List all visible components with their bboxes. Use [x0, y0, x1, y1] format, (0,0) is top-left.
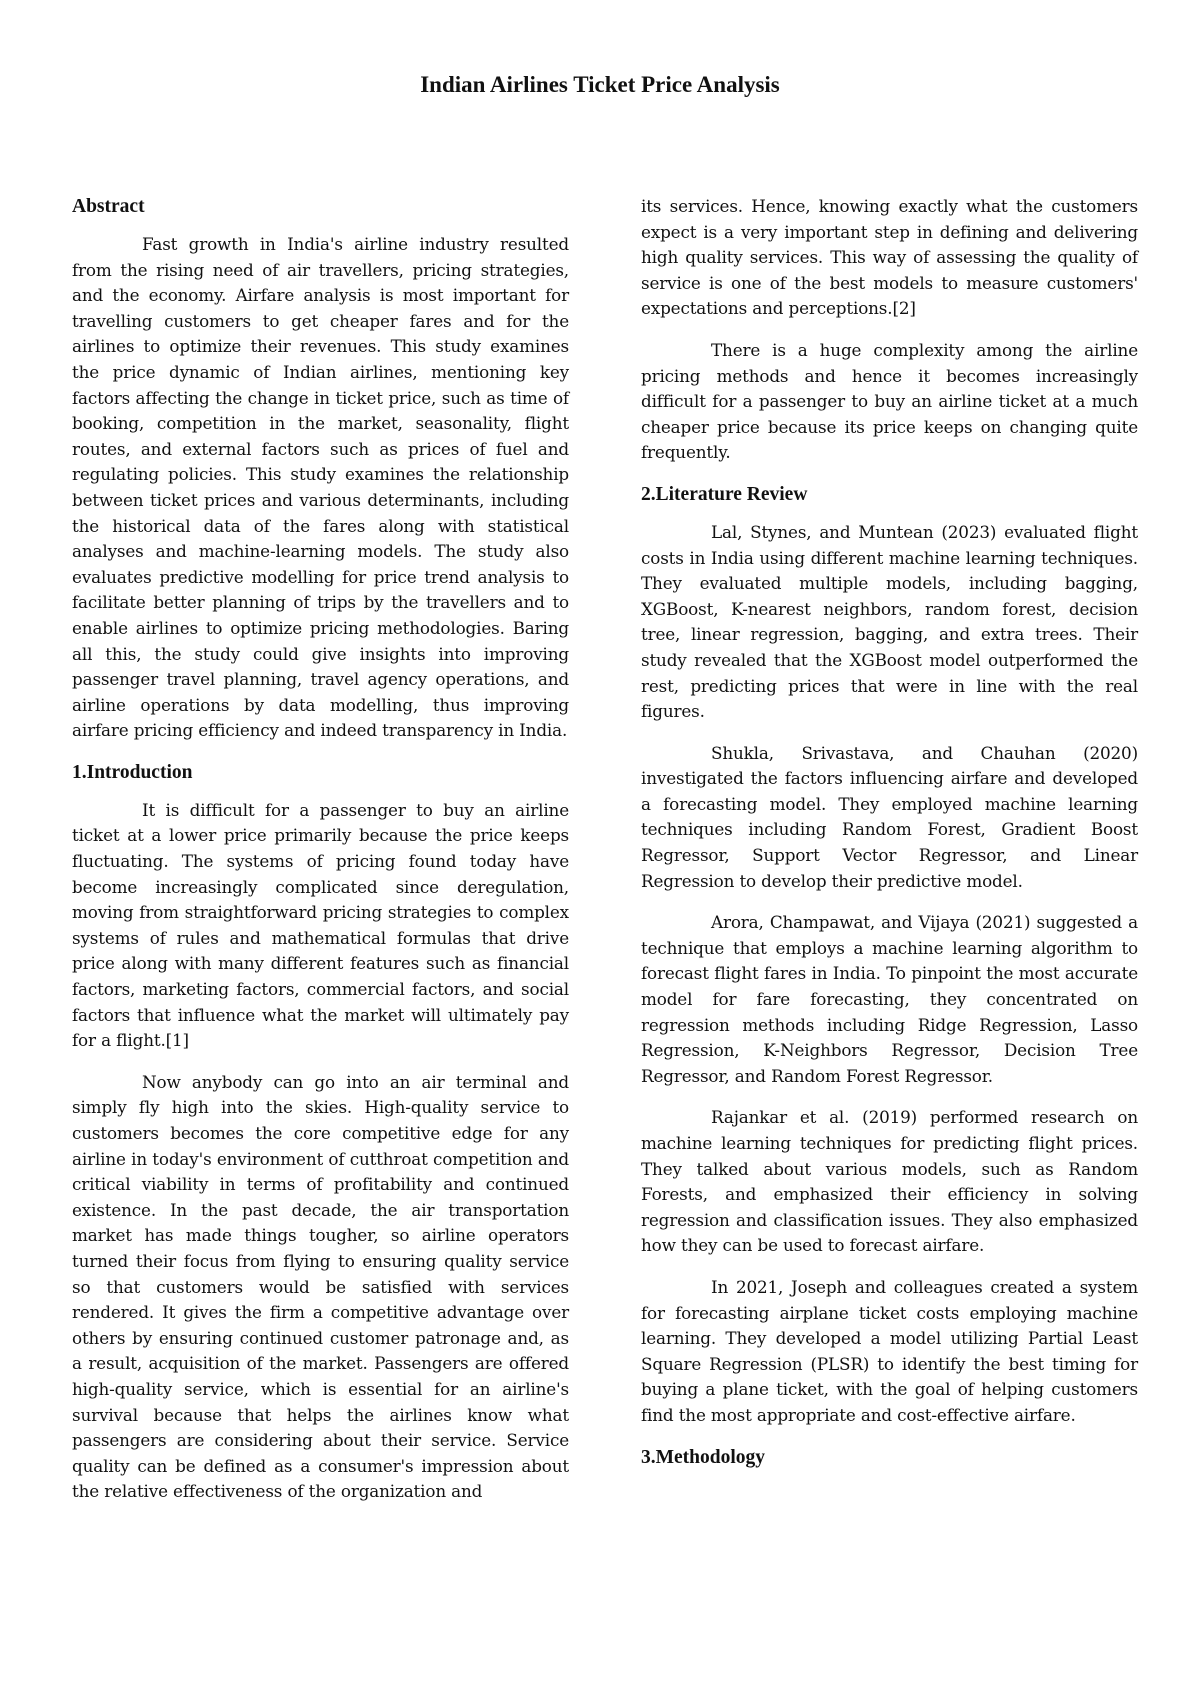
- literature-paragraph-4: Rajankar et al. (2019) performed research on machine learning techniques for predicting flight prices. They talked about various models, such as Random Forests, and emphasized their efficiency in solving regression and classification issues. They also emphasized how they can be used to forecast airfare.: [641, 1107, 1138, 1256]
- page-title: Indian Airlines Ticket Price Analysis: [420, 72, 780, 97]
- introduction-paragraph-1: It is difficult for a passenger to buy an airline ticket at a lower price primarily because the price keeps fluctuating. The systems of pricing found today have become increasingly complicated since deregulation, moving from straightforward pricing strategies to complex systems of rules and mathematical formulas that drive price along with many different features such as financial factors, marketing factors, commercial factors, and social factors that influence what the market will ultimately pay for a flight.[1]: [72, 799, 569, 1051]
- right-column: [641, 194, 1138, 1483]
- literature-paragraph-3: Arora, Champawat, and Vijaya (2021) suggested a technique that employs a machine learning algorithm to forecast flight fares in India. To pinpoint the most accurate model for fare forecasting, they concentrated on regression methods including Ridge Regression, Lasso Regression, K-Neighbors Regressor, Decision Tree Regressor, and Random Forest Regressor.: [641, 912, 1138, 1086]
- left-column: [72, 194, 569, 1521]
- literature-paragraph-1: Lal, Stynes, and Muntean (2023) evaluated flight costs in India using different machine learning techniques. They evaluated multiple models, including bagging, XGBoost, K-nearest neighbors, random forest, decision tree, linear regression, bagging, and extra trees. Their study revealed that the XGBoost model outperformed the rest, predicting prices that were in line with the real figures.: [641, 521, 1138, 722]
- abstract-paragraph: Fast growth in India's airline industry resulted from the rising need of air travellers, pricing strategies, and the economy. Airfare analysis is most important for travelling customers to get cheaper fares and for the airlines to optimize their revenues. This study examines the price dynamic of Indian airlines, mentioning key factors affecting the change in ticket price, such as time of booking, competition in the market, seasonality, flight routes, and external factors such as prices of fuel and regulating policies. This study examines the relationship between ticket prices and various determinants, including the historical data of the fares along with statistical analyses and machine-learning models. The study also evaluates predictive modelling for price trend analysis to facilitate better planning of trips by the travellers and to enable airlines to optimize pricing methodologies. Baring all this, the study could give insights into improving passenger travel planning, travel agency operations, and airline operations by data modelling, thus improving airfare pricing efficiency and indeed transparency in India.: [72, 234, 569, 741]
- literature-review-heading: 2.Literature Review: [641, 483, 808, 505]
- introduction-paragraph-2-continued: its services. Hence, knowing exactly what the customers expect is a very important step in defining and delivering high quality services. This way of assessing the quality of service is one of the best models to measure customers' expectations and perceptions.[2]: [641, 196, 1138, 319]
- literature-paragraph-2: Shukla, Srivastava, and Chauhan (2020) investigated the factors influencing airfare and developed a forecasting model. They employed machine learning techniques including Random Forest, Gradient Boost Regressor, Support Vector Regressor, and Linear Regression to develop their predictive model.: [641, 742, 1138, 891]
- literature-paragraph-5: In 2021, Joseph and colleagues created a system for forecasting airplane ticket costs employing machine learning. They developed a model utilizing Partial Least Square Regression (PLSR) to identify the best timing for buying a plane ticket, with the goal of helping customers find the most appropriate and cost-effective airfare.: [641, 1276, 1138, 1425]
- abstract-heading: Abstract: [72, 196, 145, 217]
- introduction-heading: 1.Introduction: [72, 761, 193, 783]
- introduction-paragraph-2: Now anybody can go into an air terminal and simply fly high into the skies. High-quality service to customers becomes the core competitive edge for any airline in today's environment of cutthroat competition and critical viability in terms of profitability and continued existence. In the past decade, the air transportation market has made things tougher, so airline operators turned their focus from flying to ensuring quality service so that customers would be satisfied with services rendered. It gives the firm a competitive advantage over others by ensuring continued customer patronage and, as a result, acquisition of the market. Passengers are offered high-quality service, which is essential for an airline's survival because that helps the airlines know what passengers are considering about their service. Service quality can be defined as a consumer's impression about the relative effectiveness of the organization and: [72, 1071, 569, 1502]
- introduction-paragraph-3: There is a huge complexity among the airline pricing methods and hence it becomes increasingly difficult for a passenger to buy an airline ticket at a much cheaper price because its price keeps on changing quite frequently.: [641, 339, 1138, 463]
- methodology-heading: 3.Methodology: [641, 1446, 766, 1468]
